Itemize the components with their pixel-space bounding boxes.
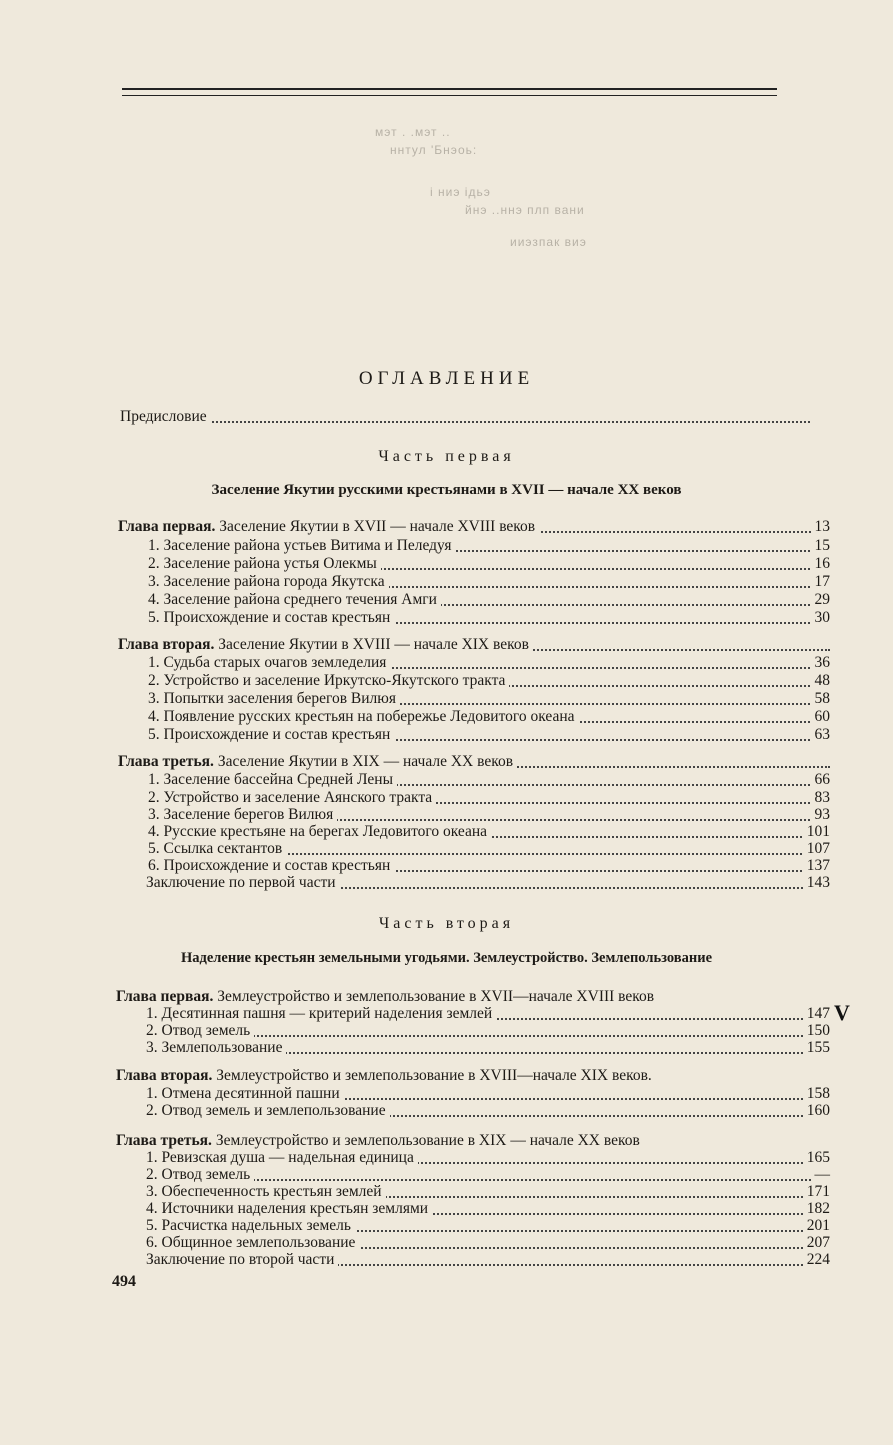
chapter-heading	[116, 1067, 830, 1085]
toc-entry	[148, 789, 830, 807]
chapter-label: Глава первая.	[116, 988, 214, 1005]
entry-text: 6. Общинное землепользование	[146, 1234, 359, 1251]
chapter-heading	[116, 1132, 830, 1150]
entry-page: 207	[803, 1234, 830, 1252]
part2-subtitle: Наделение крестьян земельными угодьями. Землеустройство. Землепользование	[180, 950, 713, 966]
toc-entry	[148, 591, 830, 609]
toc-entry	[148, 771, 830, 789]
entry-page: 101	[803, 823, 830, 841]
toc-entry	[146, 1166, 830, 1184]
chapter-label: Глава первая.	[118, 518, 216, 535]
entry-text: 1. Заселение района устьев Витима и Пеледуя	[148, 537, 456, 554]
entry-text: 3. Попытки заселения берегов Вилюя	[148, 690, 400, 707]
toc-entry	[146, 1022, 830, 1040]
bleed-text: і ниэ ідьэ	[430, 185, 491, 199]
entry-page: 182	[803, 1200, 830, 1218]
entry-text: 4. Русские крестьяне на берегах Ледовитого океана	[148, 823, 491, 840]
entry-text: 5. Ссылка сектантов	[148, 840, 286, 857]
entry-page: 36	[811, 654, 831, 672]
toc-entry	[148, 823, 830, 841]
chapter-title: Заселение Якутии в XIX — начале XX веков	[217, 753, 514, 770]
part1-subtitle: Заселение Якутии русскими крестьянами в XVII — начале XX веков	[211, 482, 682, 498]
chapter-page: 13	[811, 518, 831, 536]
entry-text: 4. Появление русских крестьян на побережье Ледовитого океана	[148, 708, 579, 725]
toc-entry	[146, 1217, 830, 1235]
entry-text: 2. Отвод земель и землепользование	[146, 1102, 390, 1119]
chapter-title: Заселение Якутии в XVII — начале XVIII веков	[219, 518, 536, 535]
entry-page: 171	[803, 1183, 830, 1201]
chapter-title: Заселение Якутии в XVIII — начале XIX веков	[218, 636, 529, 653]
toc-entry	[148, 537, 830, 555]
top-rule	[122, 88, 777, 90]
entry-text: Заключение по второй части	[146, 1251, 338, 1268]
toc-entry	[148, 726, 830, 744]
chapter-title: Землеустройство и землепользование в XIX — начале XX веков	[215, 1132, 640, 1149]
chapter-title: Землеустройство и землепользование в XVII—начале XVIII веков	[217, 988, 655, 1005]
entry-page: —	[811, 1166, 831, 1184]
chapter-label: Глава третья.	[118, 753, 214, 770]
toc-entry	[148, 857, 830, 875]
toc-entry	[148, 555, 830, 573]
toc-entry	[146, 1149, 830, 1167]
chapter-title: Землеустройство и землепользование в XVIII—начале XIX веков.	[216, 1067, 652, 1084]
entry-text: 2. Устройство и заселение Аянского тракта	[148, 789, 436, 806]
handwritten-check-mark: V	[834, 1000, 850, 1025]
entry-page: 29	[811, 591, 831, 609]
toc-entry	[146, 1102, 830, 1120]
entry-page: 17	[811, 573, 831, 591]
toc-entry	[148, 609, 830, 627]
entry-page: 15	[811, 537, 831, 555]
toc-entry	[146, 1039, 830, 1057]
entry-page: 93	[811, 806, 831, 824]
toc-entry	[148, 672, 830, 690]
entry-text: 5. Расчистка надельных земель	[146, 1217, 355, 1234]
chapter-heading	[118, 753, 830, 771]
entry-page: 58	[811, 690, 831, 708]
chapter-heading	[118, 518, 830, 536]
entry-text: 1. Отмена десятинной пашни	[146, 1085, 344, 1102]
toc-entry	[148, 690, 830, 708]
entry-page: 158	[803, 1085, 830, 1103]
preface-label: Предисловие	[120, 408, 211, 425]
toc-entry	[146, 1234, 830, 1252]
entry-text: 1. Судьба старых очагов земледелия	[148, 654, 390, 671]
entry-page: 137	[803, 857, 830, 875]
toc-title: ОГЛАВЛЕНИЕ	[358, 368, 535, 389]
entry-page: 107	[803, 840, 830, 858]
toc-entry	[146, 1005, 830, 1023]
entry-page: 165	[803, 1149, 830, 1167]
toc-entry	[148, 708, 830, 726]
part1-heading: Часть первая	[378, 448, 515, 465]
toc-entry	[146, 1183, 830, 1201]
entry-text: 3. Заселение района города Якутска	[148, 573, 389, 590]
page-number: 494	[112, 1273, 136, 1290]
conclusion-entry	[146, 874, 830, 892]
chapter-heading	[118, 636, 830, 654]
entry-text: 1. Десятинная пашня — критерий наделения землей	[146, 1005, 496, 1022]
entry-page: 60	[811, 708, 831, 726]
entry-text: 4. Заселение района среднего течения Амги	[148, 591, 441, 608]
chapter-heading	[116, 988, 830, 1006]
entry-page: 147	[803, 1005, 830, 1023]
entry-text: 2. Отвод земель	[146, 1166, 254, 1183]
entry-page: 16	[811, 555, 831, 573]
bleed-text: йнэ ..ннэ плп вани	[465, 203, 585, 217]
entry-text: Заключение по первой части	[146, 874, 340, 891]
entry-text: 3. Землепользование	[146, 1039, 286, 1056]
entry-text: 5. Происхождение и состав крестьян	[148, 726, 394, 743]
toc-entry	[146, 1085, 830, 1103]
entry-text: 6. Происхождение и состав крестьян	[148, 857, 394, 874]
entry-text: 2. Отвод земель	[146, 1022, 254, 1039]
entry-text: 2. Устройство и заселение Иркутско-Якутского тракта	[148, 672, 509, 689]
entry-text: 5. Происхождение и состав крестьян	[148, 609, 394, 626]
entry-page: 155	[803, 1039, 830, 1057]
entry-text: 4. Источники наделения крестьян землями	[146, 1200, 432, 1217]
toc-entry	[148, 573, 830, 591]
entry-page: 160	[803, 1102, 830, 1120]
entry-page: 48	[811, 672, 831, 690]
toc-entry	[148, 840, 830, 858]
top-rule-thin	[122, 95, 777, 96]
toc-entry	[148, 654, 830, 672]
entry-page: 66	[811, 771, 831, 789]
entry-page: 83	[811, 789, 831, 807]
toc-entry	[148, 806, 830, 824]
preface-entry	[120, 408, 810, 426]
entry-text: 3. Заселение берегов Вилюя	[148, 806, 337, 823]
entry-text: 1. Ревизская душа — надельная единица	[146, 1149, 418, 1166]
bleed-text: мэт . .мэт ..	[375, 125, 451, 139]
bleed-text: ииэзпак виэ	[510, 235, 587, 249]
conclusion-entry	[146, 1251, 830, 1269]
entry-page: 224	[803, 1251, 830, 1269]
entry-page: 143	[803, 874, 830, 892]
entry-text: 2. Заселение района устья Олекмы	[148, 555, 381, 572]
bleed-text: ннтул 'Бнэоь:	[390, 143, 478, 157]
entry-page: 150	[803, 1022, 830, 1040]
entry-text: 3. Обеспеченность крестьян землей	[146, 1183, 386, 1200]
part2-heading: Часть вторая	[378, 915, 515, 932]
entry-page: 63	[811, 726, 831, 744]
entry-page: 201	[803, 1217, 830, 1235]
chapter-label: Глава вторая.	[118, 636, 215, 653]
chapter-label: Глава третья.	[116, 1132, 212, 1149]
toc-entry	[146, 1200, 830, 1218]
entry-page: 30	[811, 609, 831, 627]
entry-text: 1. Заселение бассейна Средней Лены	[148, 771, 397, 788]
chapter-label: Глава вторая.	[116, 1067, 213, 1084]
